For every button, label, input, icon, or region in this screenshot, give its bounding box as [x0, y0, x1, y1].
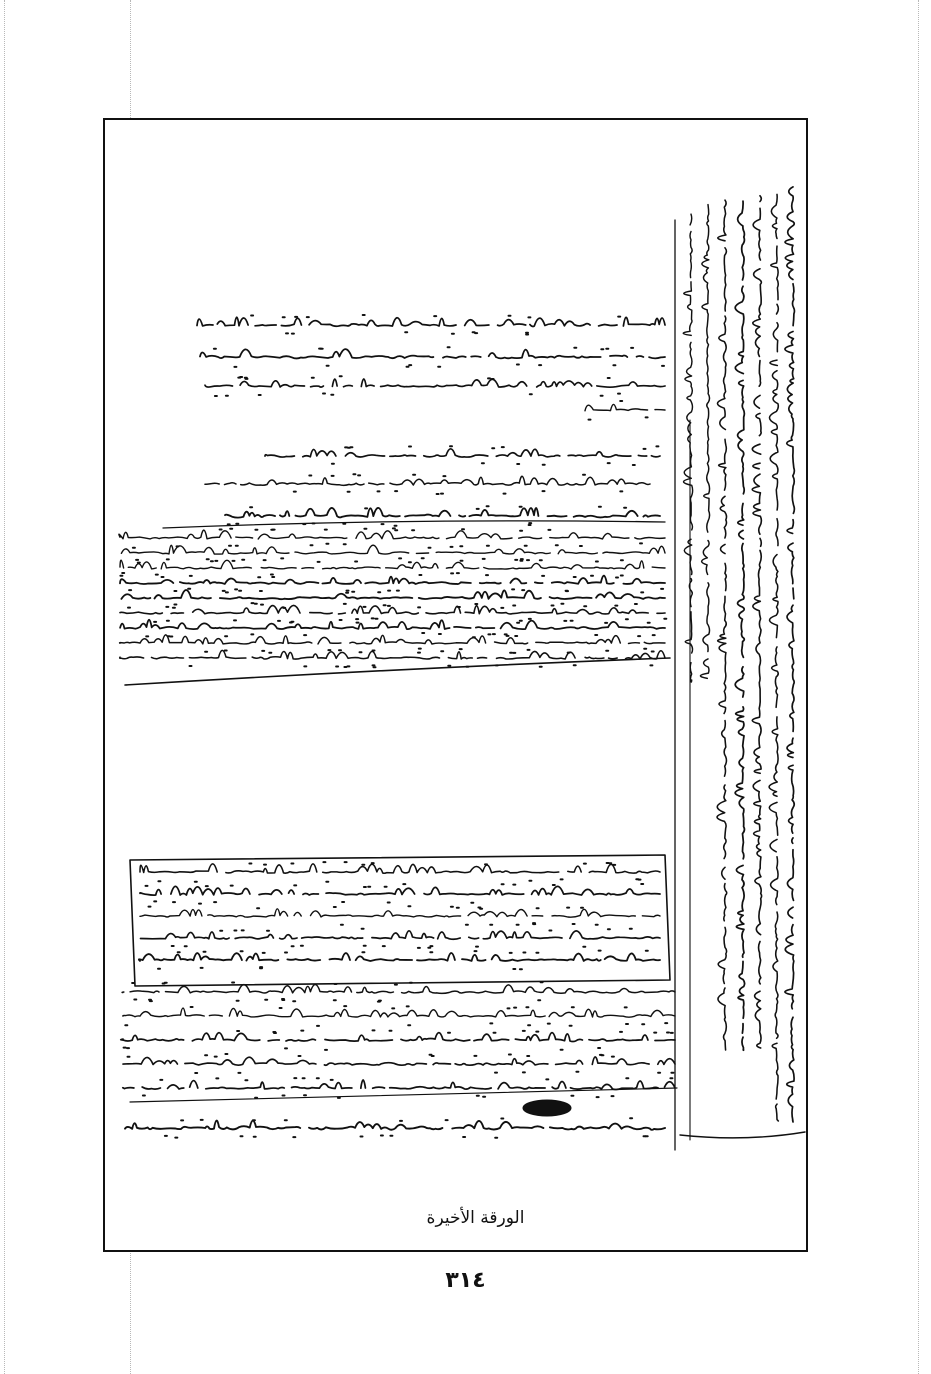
bottom-text-line-2: [115, 1008, 675, 1017]
margin-text-line-5: [717, 200, 727, 1050]
paragraph-line-1: [119, 530, 665, 539]
scan-edge-left: [4, 0, 5, 1374]
top-text-line-2: [195, 349, 665, 358]
page-number-text: ٣١٤: [445, 1268, 486, 1293]
top-text-line-3: [205, 379, 665, 387]
paragraph-line-3: [120, 560, 665, 569]
bottom-text-line-3: [121, 1033, 675, 1042]
paragraph-line-4: [120, 576, 665, 584]
heading-line-2: [205, 476, 650, 485]
bottom-text-line-4: [123, 1057, 675, 1065]
top-text-line-4: [585, 404, 665, 410]
margin-text-line-6: [700, 205, 709, 684]
bottom-text-line-5: [123, 1080, 675, 1089]
scan-edge-right: [918, 0, 919, 1374]
margin-text-line-1: [785, 187, 795, 1122]
folio-caption: [0, 1208, 931, 1228]
manuscript-handwriting: [105, 120, 806, 1250]
colophon-line-2: [134, 886, 660, 895]
margin-text-line-7: [683, 214, 692, 682]
ink-blot: [523, 1100, 571, 1116]
paragraph-line-9: [120, 650, 665, 659]
paragraph-line-6: [120, 605, 665, 614]
heading-line-1: [265, 449, 660, 457]
paragraph-underline: [125, 658, 670, 685]
colophon-line-5: [139, 953, 660, 961]
margin-text-line-4: [735, 201, 744, 1050]
manuscript-image-frame: [103, 118, 808, 1252]
page-number: [0, 1268, 931, 1293]
margin-text-line-2: [769, 194, 778, 1127]
colophon-line-4: [136, 931, 660, 939]
colophon-line-3: [135, 909, 660, 917]
paragraph-line-8: [120, 635, 665, 644]
final-signature-line: [125, 1121, 665, 1130]
paragraph-line-7: [113, 620, 665, 629]
margin-text-line-3: [752, 196, 761, 1054]
caption-text: الورقة الأخيرة: [426, 1208, 525, 1228]
top-text-line-1: [197, 317, 665, 326]
colophon-line-1: [140, 864, 660, 873]
colophon-box: [130, 855, 670, 986]
heading-line-3: [225, 508, 660, 518]
